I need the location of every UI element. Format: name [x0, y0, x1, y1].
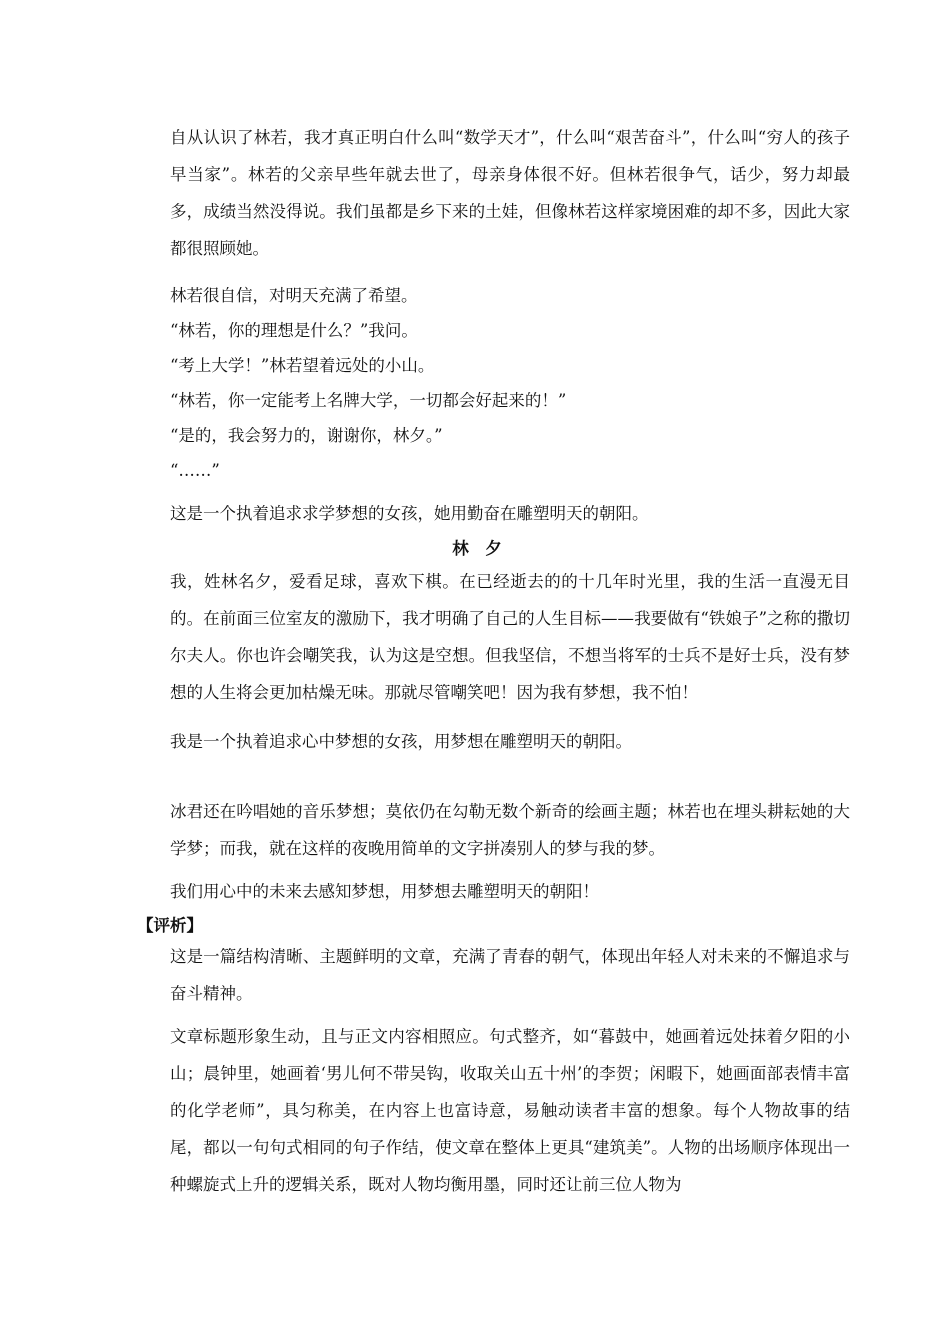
dialog-line-5: “……”	[170, 461, 220, 480]
dialog-line-4: “是的，我会努力的，谢谢你，林夕。”	[170, 426, 443, 445]
paragraph-linruo-intro: 自从认识了林若，我才真正明白什么叫“数学天才”，什么叫“艰苦奋斗”，什么叫“穷人的孩子早当家”。林若的父亲早些年就去世了，母亲身体很不好。但林若很争气，话少，努力却最多，成绩当然没得说。我们虽都是乡下来的土娃，但像林若这样家境困难的却不多，因此大家都很照顾她。	[170, 128, 850, 258]
comment-label: 【评析】	[137, 916, 203, 935]
line-linruo-conclusion: 这是一个执着追求求学梦想的女孩，她用勤奋在雕塑明天的朝阳。	[170, 504, 649, 523]
line-linruo-confident: 林若很自信，对明天充满了希望。	[170, 286, 418, 305]
paragraph-ending: 冰君还在吟唱她的音乐梦想；莫依仍在勾勒无数个新奇的绘画主题；林若也在埋头耕耘她的大学梦；而我，就在这样的夜晚用简单的文字拼凑别人的梦与我的梦。	[170, 802, 850, 858]
dialog-line-2: “考上大学！”林若望着远处的小山。	[170, 356, 435, 375]
section-heading-linxi: 林 夕	[452, 539, 502, 558]
line-final: 我们用心中的未来去感知梦想，用梦想去雕塑明天的朝阳！	[170, 882, 599, 901]
comment-paragraph-1: 这是一篇结构清晰、主题鲜明的文章，充满了青春的朝气，体现出年轻人对未来的不懈追求与奋斗精神。	[170, 947, 850, 1003]
line-linxi-conclusion: 我是一个执着追求心中梦想的女孩，用梦想在雕塑明天的朝阳。	[170, 732, 632, 751]
paragraph-linxi: 我，姓林名夕，爱看足球，喜欢下棋。在已经逝去的的十几年时光里，我的生活一直漫无目的。在前面三位室友的激励下，我才明确了自己的人生目标——我要做有“铁娘子”之称的撒切尔夫人。你也许会嘲笑我，认为这是空想。但我坚信，不想当将军的士兵不是好士兵，没有梦想的人生将会更加枯燥无味。那就尽管嘲笑吧！因为我有梦想，我不怕！	[170, 572, 850, 702]
comment-paragraph-2: 文章标题形象生动，且与正文内容相照应。句式整齐，如“暮鼓中，她画着远处抹着夕阳的小山；晨钟里，她画着‘男儿何不带吴钩，收取关山五十州’的李贺；闲暇下，她画面部表情丰富的化学老师”，具匀称美，在内容上也富诗意，易触动读者丰富的想象。每个人物故事的结尾，都以一句句式相同的句子作结，使文章在整体上更具“建筑美”。人物的出场顺序体现出一种螺旋式上升的逻辑关系，既对人物均衡用墨，同时还让前三位人物为	[170, 1027, 850, 1194]
dialog-line-1: “林若，你的理想是什么？”我问。	[170, 321, 418, 340]
dialog-line-3: “林若，你一定能考上名牌大学，一切都会好起来的！”	[170, 391, 567, 410]
